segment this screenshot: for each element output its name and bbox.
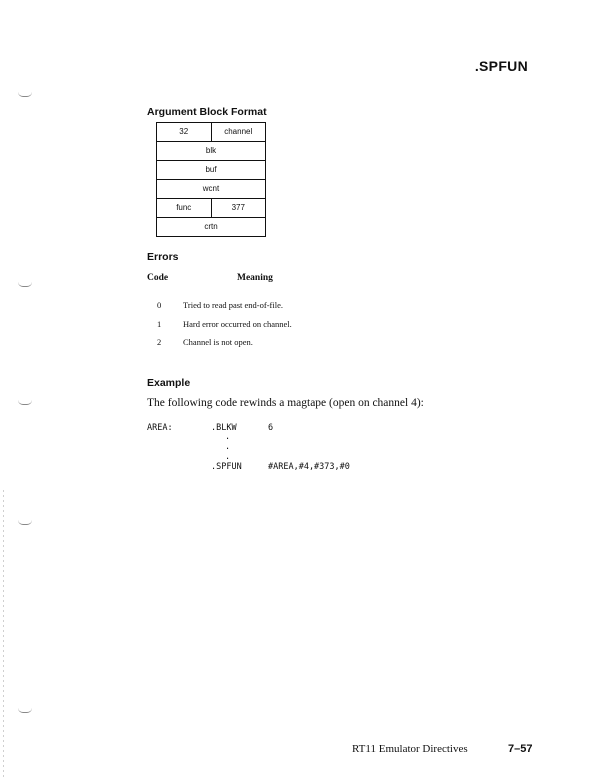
code-operand: #AREA,#4,#373,#0 xyxy=(268,462,350,472)
error-meaning: Channel is not open. xyxy=(183,337,253,347)
code-directive: .SPFUN xyxy=(211,462,242,472)
argument-cell: buf xyxy=(205,165,217,174)
code-ellipsis-dot: . xyxy=(225,452,231,462)
errors-heading: Errors xyxy=(147,251,179,263)
code-column-header: Code xyxy=(147,273,169,283)
binding-mark xyxy=(18,520,32,525)
code-label: AREA: xyxy=(147,423,173,433)
error-code: 1 xyxy=(157,319,162,329)
page-edge-shadow xyxy=(3,490,4,780)
error-row xyxy=(0,300,604,312)
error-row xyxy=(0,319,604,331)
error-meaning: Hard error occurred on channel. xyxy=(183,319,292,329)
argument-cell: 32 xyxy=(157,123,212,141)
footer-section-title: RT11 Emulator Directives xyxy=(352,743,468,755)
argument-cell: blk xyxy=(205,146,217,155)
binding-mark xyxy=(18,400,32,405)
argument-cell: 377 xyxy=(231,203,245,212)
error-code: 2 xyxy=(157,337,162,347)
argument-row xyxy=(157,142,265,161)
code-ellipsis-dot: . xyxy=(225,442,231,452)
code-operand: 6 xyxy=(268,423,274,433)
page-title: .SPFUN xyxy=(474,58,528,74)
error-code: 0 xyxy=(157,300,162,310)
argument-cell: channel xyxy=(224,127,253,136)
argument-cell: func xyxy=(157,199,212,217)
code-example xyxy=(0,420,604,480)
argument-row xyxy=(157,123,265,142)
meaning-column-header: Meaning xyxy=(237,273,273,283)
argument-block-table xyxy=(156,122,266,237)
example-sentence: The following code rewinds a magtape (open on channel 4): xyxy=(147,397,424,409)
argument-row xyxy=(157,218,265,237)
code-directive: .BLKW xyxy=(211,423,237,433)
binding-mark xyxy=(18,282,32,287)
example-heading: Example xyxy=(147,377,191,389)
argument-cell: crtn xyxy=(204,222,218,231)
argument-row xyxy=(157,180,265,199)
error-row xyxy=(0,337,604,349)
binding-mark xyxy=(18,708,32,713)
binding-mark xyxy=(18,92,32,97)
argument-block-heading: Argument Block Format xyxy=(147,106,267,118)
argument-row xyxy=(157,199,265,218)
page-number: 7–57 xyxy=(508,743,533,755)
argument-cell: wcnt xyxy=(202,184,220,193)
argument-row xyxy=(157,161,265,180)
error-meaning: Tried to read past end-of-file. xyxy=(183,300,284,310)
code-ellipsis-dot: . xyxy=(225,432,231,442)
